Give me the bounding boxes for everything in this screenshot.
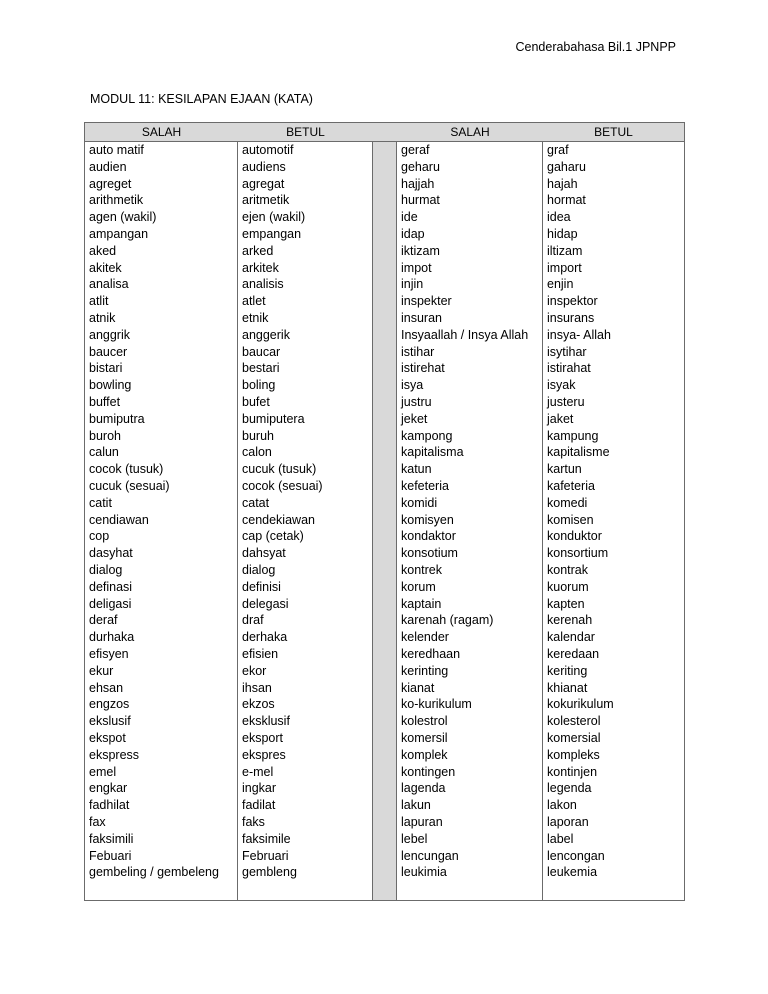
cell-salah-2: kaptain [401, 596, 442, 611]
cell-salah-1: cop [89, 529, 110, 544]
cell-betul-2: kokurikulum [547, 697, 614, 712]
cell-betul-1: dahsyat [242, 546, 286, 561]
cell-betul-1: catat [242, 495, 270, 510]
cell-betul-1: dialog [242, 563, 276, 577]
cell-salah-2: komplek [401, 747, 448, 762]
cell-salah-1: bumiputra [89, 411, 145, 426]
cell-betul-1: bumiputera [242, 411, 305, 426]
cell-betul-1: ingkar [242, 781, 277, 796]
cell-betul-1: cucuk (tusuk) [242, 462, 317, 477]
cell-betul-1: arked [242, 243, 274, 258]
cell-betul-1: eksklusif [242, 714, 290, 729]
cell-betul-2: kolesterol [547, 714, 601, 729]
cell-salah-1: audien [89, 159, 127, 174]
module-title: MODUL 11: KESILAPAN EJAAN (KATA) [90, 92, 313, 106]
cell-betul-2: enjin [547, 277, 574, 292]
cell-salah-1: fadhilat [89, 798, 130, 813]
cell-salah-1: definasi [89, 579, 133, 594]
cell-salah-1: buffet [89, 395, 121, 409]
cell-salah-2: lagenda [401, 781, 446, 796]
cell-salah-2: kianat [401, 680, 435, 695]
cell-betul-2: konsortium [547, 546, 609, 561]
cell-betul-1: definisi [242, 579, 281, 594]
cell-betul-1: faksimile [242, 831, 291, 846]
cell-salah-2: lakun [401, 798, 431, 813]
cell-salah-1: atlit [89, 294, 109, 309]
cell-betul-1: draf [242, 613, 264, 628]
cell-salah-1: durhaka [89, 630, 135, 645]
cell-salah-1: bowling [89, 378, 132, 393]
cell-betul-1: eksport [242, 731, 283, 745]
cell-salah-2: istihar [401, 344, 435, 359]
cell-betul-2: leukemia [547, 865, 598, 880]
cell-salah-1: ekspot [89, 731, 126, 745]
cell-salah-2: komisyen [401, 512, 454, 527]
cell-betul-2: istirahat [547, 361, 591, 376]
cell-salah-1: cendiawan [89, 512, 149, 527]
cell-salah-2: leukimia [401, 865, 447, 880]
cell-salah-2: hurmat [401, 193, 440, 208]
cell-betul-2: iltizam [547, 243, 583, 258]
cell-betul-2: keriting [547, 663, 588, 678]
cell-salah-2: kelender [401, 630, 449, 645]
cell-betul-1: buruh [242, 428, 274, 443]
cell-salah-2: lapuran [401, 815, 443, 829]
cell-betul-1: boling [242, 378, 276, 393]
cell-salah-2: kontingen [401, 764, 456, 779]
cell-salah-1: agreget [89, 176, 132, 191]
cell-betul-1: cap (cetak) [242, 529, 304, 544]
cell-betul-1: anggerik [242, 327, 290, 342]
cell-salah-2: lencungan [401, 848, 459, 863]
cell-salah-2: isya [401, 378, 424, 393]
cell-salah-1: ehsan [89, 680, 124, 695]
cell-betul-2: hajah [547, 176, 578, 191]
cell-betul-2: justeru [547, 395, 585, 409]
cell-betul-2: gaharu [547, 159, 586, 174]
cell-salah-1: dasyhat [89, 546, 133, 561]
cell-salah-2: idap [401, 227, 425, 241]
cell-betul-2: jaket [547, 411, 574, 426]
cell-salah-1: fax [89, 815, 106, 829]
cell-betul-1: bufet [242, 395, 270, 409]
cell-betul-1: cocok (sesuai) [242, 479, 323, 493]
cell-salah-2: kerinting [401, 663, 449, 678]
cell-betul-2: insya- Allah [547, 327, 611, 342]
cell-salah-1: cucuk (sesuai) [89, 479, 170, 493]
header-salah-2: SALAH [450, 125, 490, 139]
cell-betul-2: isyak [547, 378, 576, 393]
cell-betul-1: agregat [242, 176, 285, 191]
cell-salah-1: efisyen [89, 647, 129, 661]
cell-salah-1: gembeling / gembeleng [89, 865, 219, 880]
cell-salah-2: ko-kurikulum [401, 697, 472, 712]
cell-salah-2: injin [401, 277, 424, 292]
cell-betul-2: kerenah [547, 613, 593, 628]
cell-betul-1: audiens [242, 159, 286, 174]
cell-salah-1: calun [89, 445, 119, 460]
cell-betul-2: legenda [547, 781, 592, 796]
cell-betul-1: ekor [242, 663, 267, 678]
cell-betul-1: efisien [242, 647, 279, 661]
cell-salah-2: hajjah [401, 176, 435, 191]
cell-betul-2: lakon [547, 798, 577, 813]
cell-salah-2: lebel [401, 831, 428, 846]
cell-salah-1: buroh [89, 428, 121, 443]
cell-betul-2: komisen [547, 512, 594, 527]
cell-betul-2: idea [547, 210, 571, 225]
cell-salah-2: iktizam [401, 243, 440, 258]
cell-salah-2: impot [401, 260, 432, 275]
cell-salah-1: Febuari [89, 848, 132, 863]
cell-salah-1: ekslusif [89, 714, 131, 729]
header-betul-1: BETUL [286, 125, 325, 139]
cell-salah-1: agen (wakil) [89, 210, 157, 225]
cell-betul-1: calon [242, 445, 272, 460]
cell-salah-1: ekspress [89, 747, 140, 762]
cell-salah-2: kolestrol [401, 714, 448, 729]
cell-betul-2: kafeteria [547, 479, 595, 493]
cell-salah-2: kefeteria [401, 479, 449, 493]
cell-salah-1: arithmetik [89, 193, 144, 208]
cell-salah-1: akitek [89, 260, 122, 275]
cell-betul-2: kalendar [547, 630, 595, 645]
page-header: Cenderabahasa Bil.1 JPNPP [515, 40, 676, 54]
cell-salah-1: deligasi [89, 596, 132, 611]
cell-salah-2: kontrek [401, 563, 442, 577]
cell-betul-2: kontinjen [547, 764, 598, 779]
cell-salah-2: Insyaallah / Insya Allah [401, 327, 529, 342]
cell-salah-1: dialog [89, 563, 123, 577]
cell-betul-2: graf [547, 143, 569, 157]
cell-betul-1: e-mel [242, 764, 274, 779]
cell-betul-2: komedi [547, 495, 588, 510]
spelling-table [84, 122, 685, 901]
cell-betul-2: hidap [547, 227, 578, 241]
cell-salah-2: kampong [401, 428, 453, 443]
cell-salah-2: keredhaan [401, 647, 461, 661]
cell-betul-1: ekspres [242, 747, 286, 762]
column-separator [373, 123, 397, 900]
cell-salah-1: ampangan [89, 227, 149, 241]
cell-salah-2: katun [401, 462, 432, 477]
cell-salah-1: anggrik [89, 327, 130, 342]
cell-betul-1: empangan [242, 227, 302, 241]
cell-betul-1: faks [242, 815, 265, 829]
cell-betul-2: import [547, 260, 582, 275]
cell-salah-2: komersil [401, 731, 448, 745]
cell-salah-1: deraf [89, 613, 118, 628]
cell-betul-2: kapitalisme [547, 445, 610, 460]
cell-betul-1: automotif [242, 143, 294, 157]
cell-salah-1: catit [89, 495, 112, 510]
cell-betul-2: laporan [547, 815, 589, 829]
cell-betul-1: aritmetik [242, 193, 290, 208]
header-betul-2: BETUL [594, 125, 633, 139]
cell-betul-2: label [547, 831, 574, 846]
cell-salah-2: komidi [401, 495, 438, 510]
cell-salah-2: jeket [401, 411, 428, 426]
cell-salah-1: auto matif [89, 143, 144, 157]
cell-betul-2: kampung [547, 428, 599, 443]
cell-betul-1: gembleng [242, 865, 297, 880]
cell-betul-2: konduktor [547, 529, 602, 544]
cell-salah-2: kapitalisma [401, 445, 464, 460]
cell-salah-1: ekur [89, 663, 114, 678]
cell-betul-2: lencongan [547, 848, 605, 863]
cell-betul-2: inspektor [547, 294, 598, 309]
cell-betul-1: ekzos [242, 697, 275, 712]
cell-betul-2: kapten [547, 596, 585, 611]
cell-salah-2: korum [401, 579, 436, 594]
cell-betul-2: kontrak [547, 563, 588, 577]
cell-betul-1: analisis [242, 277, 284, 292]
cell-betul-1: baucar [242, 344, 281, 359]
cell-salah-1: faksimili [89, 831, 134, 846]
cell-betul-2: khianat [547, 680, 588, 695]
cell-salah-2: geharu [401, 159, 440, 174]
cell-betul-1: cendekiawan [242, 512, 315, 527]
header-salah-1: SALAH [141, 125, 182, 139]
cell-salah-2: justru [401, 395, 432, 409]
cell-betul-1: arkitek [242, 260, 279, 275]
cell-salah-1: atnik [89, 311, 116, 325]
cell-betul-1: atlet [242, 294, 266, 309]
cell-salah-2: kondaktor [401, 529, 456, 544]
cell-betul-1: bestari [242, 361, 280, 376]
cell-salah-2: insuran [401, 311, 442, 325]
cell-salah-1: engzos [89, 697, 130, 712]
cell-betul-1: delegasi [242, 596, 289, 611]
cell-salah-1: baucer [89, 344, 128, 359]
cell-betul-1: derhaka [242, 630, 288, 645]
cell-betul-2: kartun [547, 462, 582, 477]
cell-salah-1: cocok (tusuk) [89, 462, 164, 477]
cell-betul-2: kuorum [547, 579, 589, 594]
cell-betul-2: keredaan [547, 647, 600, 661]
cell-salah-1: engkar [89, 781, 128, 796]
table-header-row [85, 123, 684, 142]
cell-salah-2: inspekter [401, 294, 452, 309]
cell-salah-2: ide [401, 210, 418, 225]
cell-salah-2: istirehat [401, 361, 445, 376]
cell-betul-1: fadilat [242, 798, 276, 813]
cell-betul-2: hormat [547, 193, 586, 208]
cell-salah-1: analisa [89, 277, 129, 292]
cell-salah-1: bistari [89, 361, 123, 376]
cell-betul-1: ihsan [242, 680, 272, 695]
cell-betul-2: komersial [547, 731, 601, 745]
cell-salah-2: konsotium [401, 546, 458, 561]
cell-salah-1: emel [89, 764, 117, 779]
cell-betul-1: ejen (wakil) [242, 210, 306, 225]
cell-betul-2: isytihar [547, 344, 587, 359]
cell-betul-2: kompleks [547, 747, 600, 762]
cell-salah-2: geraf [401, 143, 430, 157]
cell-betul-1: Februari [242, 848, 289, 863]
cell-salah-2: karenah (ragam) [401, 613, 494, 628]
cell-salah-1: aked [89, 243, 117, 258]
cell-betul-1: etnik [242, 311, 269, 325]
cell-betul-2: insurans [547, 311, 595, 325]
